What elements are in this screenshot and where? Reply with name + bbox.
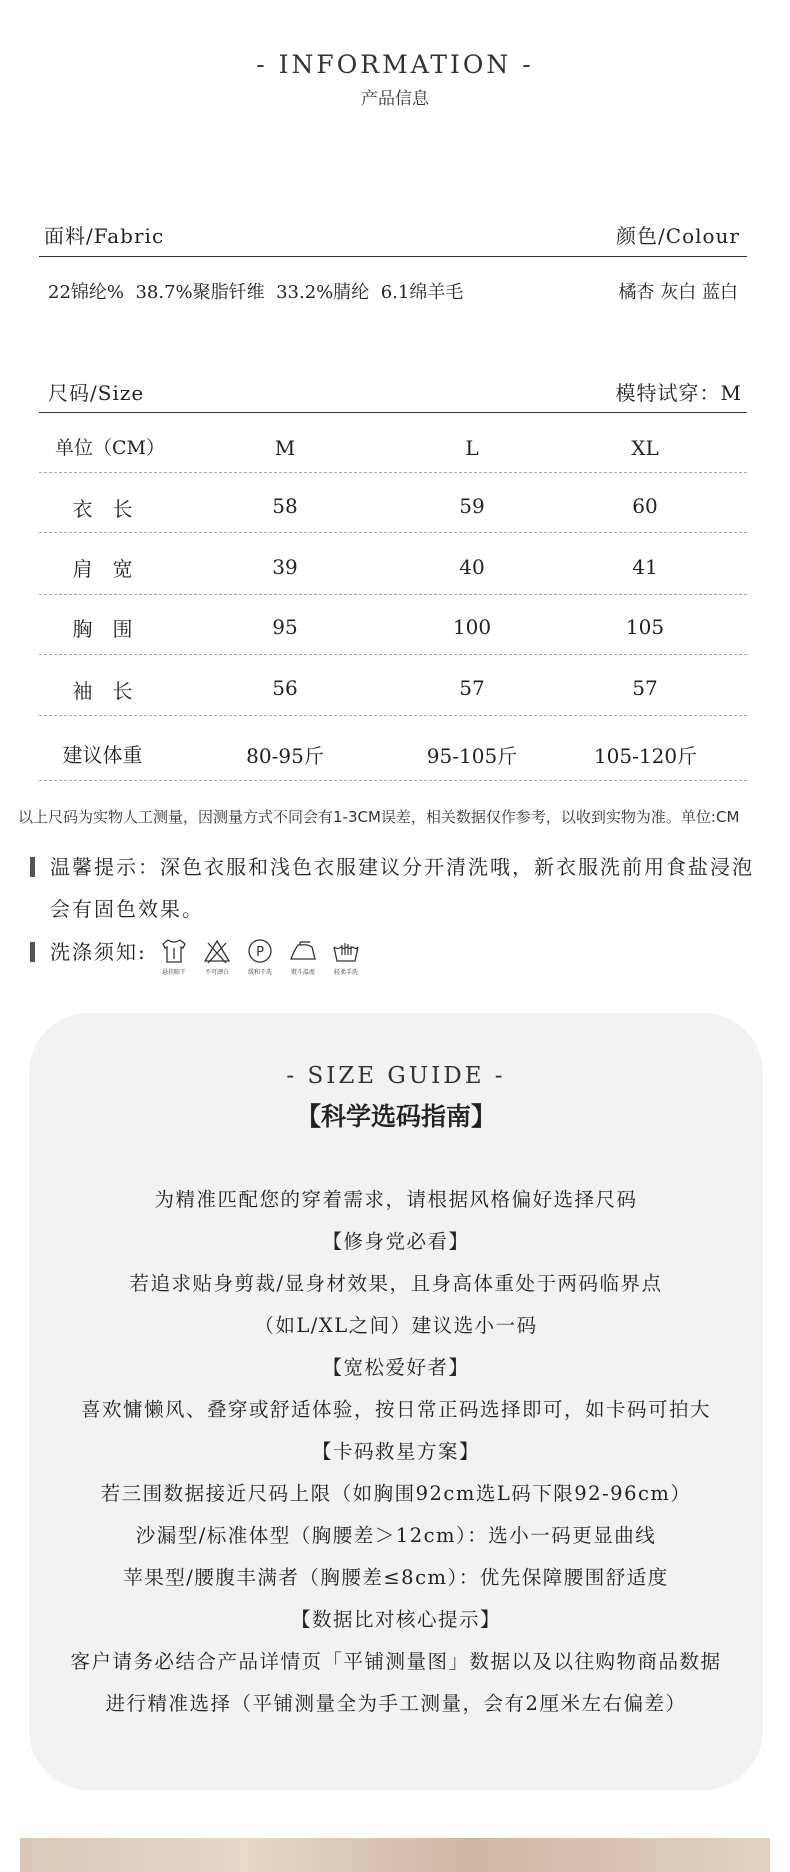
guide-line: 进行精准选择（平铺测量全为手工测量，会有2厘米左右偏差） xyxy=(105,1692,687,1715)
table-divider xyxy=(39,532,747,533)
iron-icon xyxy=(286,937,320,976)
guide-line: 喜欢慵懒风、叠穿或舒适体验，按日常正码选择即可，如卡码可拍大 xyxy=(80,1398,711,1421)
table-cell: 57 xyxy=(459,676,485,700)
no-bleach-icon xyxy=(200,937,234,976)
table-cell: 105-120斤 xyxy=(593,744,698,768)
colour-label: 颜色/Colour xyxy=(616,224,740,248)
fabric-label: 面料/Fabric xyxy=(44,224,165,248)
table-cell: 40 xyxy=(459,555,485,579)
table-row-label: 胸 围 xyxy=(72,617,133,641)
product-photo xyxy=(20,1838,770,1872)
care-caption: 熨斗温度 xyxy=(290,969,315,976)
svg-text:P: P xyxy=(256,945,264,960)
fabric-colours: 橘杏 灰白 蓝白 xyxy=(618,282,738,303)
care-caption: 轻柔手洗 xyxy=(333,969,358,976)
table-cell: 100 xyxy=(452,615,492,639)
tip-bar-marker xyxy=(30,857,35,877)
care-caption: 不可漂白 xyxy=(204,969,229,976)
table-row-label: 建议体重 xyxy=(62,743,143,767)
size-divider xyxy=(39,412,747,413)
table-cell: 60 xyxy=(632,494,658,518)
information-subtitle: 产品信息 xyxy=(361,89,429,109)
table-cell: 95 xyxy=(272,615,298,639)
table-header-m: M xyxy=(274,436,296,460)
table-row-label: 袖 长 xyxy=(72,679,133,703)
table-cell: 39 xyxy=(272,555,298,579)
table-divider xyxy=(39,472,747,473)
guide-line: 【卡码救星方案】 xyxy=(311,1440,480,1463)
measurement-note: 以上尺码为实物人工测量，因测量方式不同会有1-3CM误差，相关数据仅作参考，以收到实物为准。单位:CM xyxy=(18,808,740,826)
information-title: - INFORMATION - xyxy=(256,50,534,79)
table-header-xl: XL xyxy=(631,436,659,460)
guide-line: 客户请务必结合产品详情页「平铺测量图」数据以及以往购物商品数据 xyxy=(70,1650,722,1673)
guide-line: 若三围数据接近尺码上限（如胸围92cm选L码下限92-96cm） xyxy=(100,1482,692,1505)
guide-line: （如L/XL之间）建议选小一码 xyxy=(254,1314,538,1337)
model-size-label: 模特试穿：M xyxy=(615,381,742,405)
table-divider xyxy=(39,715,747,716)
guide-line: 沙漏型/标准体型（胸腰差＞12cm）：选小一码更显曲线 xyxy=(135,1524,657,1547)
guide-line: 【宽松爱好者】 xyxy=(322,1356,470,1379)
guide-line: 【数据比对核心提示】 xyxy=(290,1608,501,1631)
table-cell: 58 xyxy=(272,494,298,518)
fabric-composition: 22锦纶% 38.7%聚脂钎维 33.2%腈纶 6.1绵羊毛 xyxy=(48,282,464,303)
table-divider xyxy=(39,594,747,595)
table-cell: 57 xyxy=(632,676,658,700)
guide-line: 【修身党必看】 xyxy=(322,1230,470,1253)
hang-dry-icon xyxy=(157,937,191,976)
care-caption: 悬挂晾干 xyxy=(161,969,186,976)
size-guide-subtitle: 【科学选码指南】 xyxy=(295,1102,496,1131)
table-row-label: 衣 长 xyxy=(72,497,133,521)
guide-line: 为精准匹配您的穿着需求，请根据风格偏好选择尺码 xyxy=(154,1188,638,1211)
table-header-unit: 单位（CM） xyxy=(55,437,165,459)
table-row-label: 肩 宽 xyxy=(72,557,133,581)
guide-line: 若追求贴身剪裁/显身材效果，且身高体重处于两码临界点 xyxy=(129,1272,663,1295)
table-cell: 95-105斤 xyxy=(426,744,518,768)
care-caption: 缓和干洗 xyxy=(247,969,272,976)
dry-clean-p-icon xyxy=(243,937,277,976)
table-cell: 105 xyxy=(625,615,665,639)
table-header-l: L xyxy=(465,436,479,460)
care-label: 洗涤须知: xyxy=(50,940,147,964)
care-bar-marker xyxy=(30,942,35,962)
table-cell: 41 xyxy=(632,555,658,579)
guide-line: 苹果型/腰腹丰满者（胸腰差≤8cm）：优先保障腰围舒适度 xyxy=(123,1566,669,1589)
table-divider xyxy=(39,654,747,655)
table-divider xyxy=(39,780,747,781)
table-cell: 56 xyxy=(272,676,298,700)
warm-tip-line2: 会有固色效果。 xyxy=(50,897,204,921)
hand-wash-icon xyxy=(329,937,363,976)
table-cell: 80-95斤 xyxy=(246,744,324,768)
size-guide-title: - SIZE GUIDE - xyxy=(286,1063,506,1089)
size-label: 尺码/Size xyxy=(48,381,145,405)
warm-tip-line1: 温馨提示：深色衣服和浅色衣服建议分开清洗哦，新衣服洗前用食盐浸泡 xyxy=(50,855,754,879)
table-cell: 59 xyxy=(459,494,485,518)
fabric-divider xyxy=(39,256,747,257)
